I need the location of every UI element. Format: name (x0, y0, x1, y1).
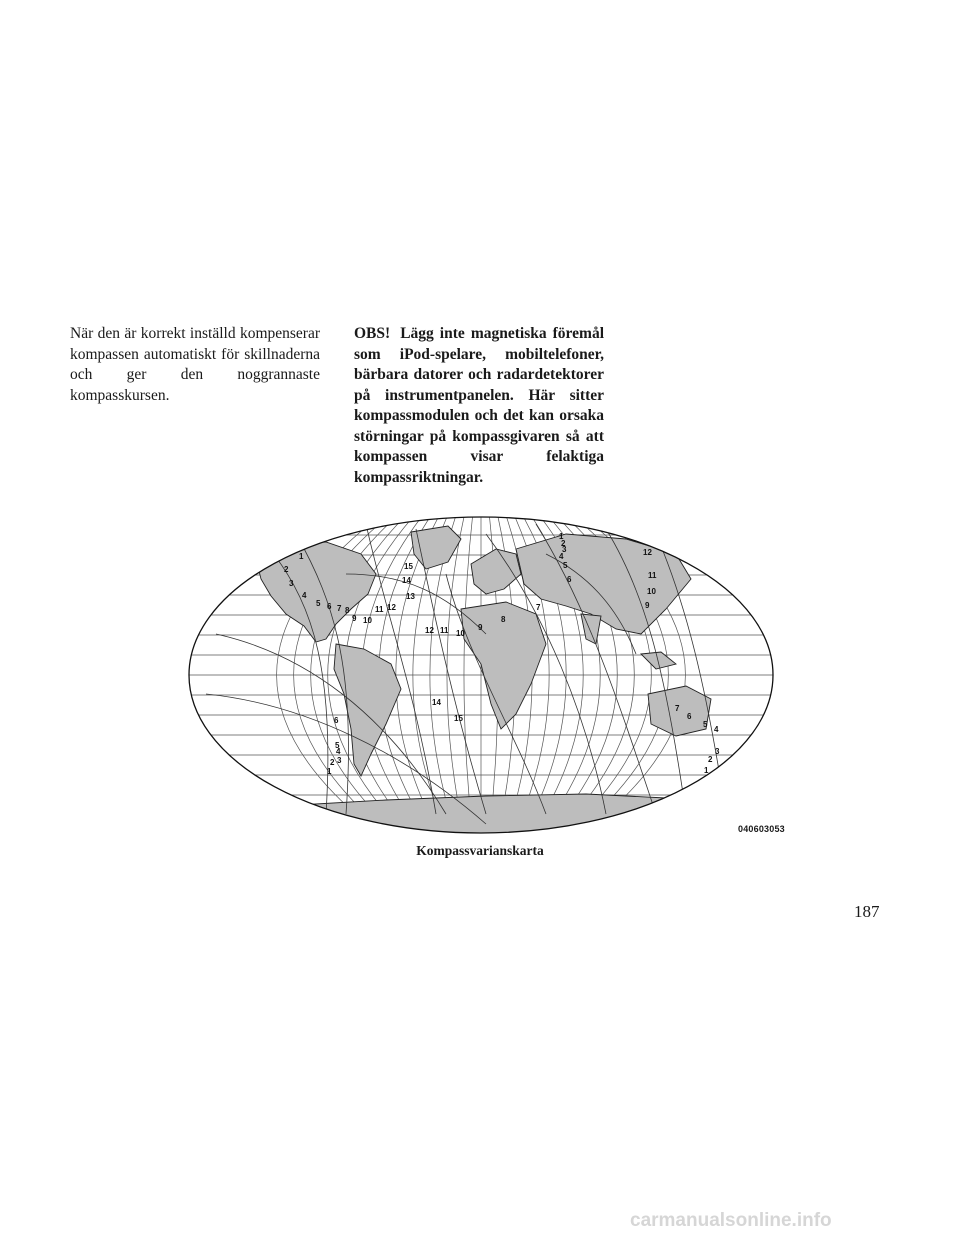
zone-label: 15 (404, 562, 413, 571)
intro-paragraph: När den är korrekt inställd kompenserar kompassen automatiskt för skillnaderna och ger den noggrannaste kompasskursen. (70, 325, 320, 404)
zone-label: 8 (501, 615, 506, 624)
zone-label: 3 (562, 545, 567, 554)
zone-label: 11 (648, 571, 657, 580)
zone-label: 4 (714, 725, 719, 734)
zone-label: 4 (336, 747, 341, 756)
zone-label: 2 (284, 565, 289, 574)
page-number: 187 (854, 902, 880, 921)
map-body (186, 514, 776, 836)
compass-variance-map (186, 514, 776, 836)
zone-label: 9 (478, 623, 483, 632)
note-text: Lägg inte magnetiska föremål som iPod-spelare, mobiltelefoner, bärbara datorer och radardetektorer på instrumentpanelen. Här sitter kompassmodulen och det kan orsaka störningar på kompassgivaren så att kompassen visar felaktiga kompassriktningar. (354, 325, 604, 486)
world-map-svg (186, 514, 776, 836)
zone-label: 11 (375, 605, 384, 614)
zone-label: 14 (402, 576, 411, 585)
zone-label: 10 (647, 587, 656, 596)
zone-label: 2 (708, 755, 713, 764)
zone-label: 9 (352, 614, 357, 623)
zone-label: 1 (704, 766, 709, 775)
zone-label: 3 (715, 747, 720, 756)
note-label: OBS! (354, 325, 391, 342)
zone-label: 5 (703, 720, 708, 729)
zone-label: 7 (675, 704, 680, 713)
zone-label: 6 (567, 575, 572, 584)
zone-label: 5 (316, 599, 321, 608)
zone-label: 3 (337, 756, 342, 765)
zone-label: 2 (561, 539, 566, 548)
zone-label: 7 (337, 604, 342, 613)
zone-label: 12 (387, 603, 396, 612)
zone-label: 1 (327, 767, 332, 776)
zone-label: 1 (559, 532, 564, 541)
zone-label: 10 (363, 616, 372, 625)
zone-label: 14 (432, 698, 441, 707)
zone-label: 11 (440, 626, 449, 635)
note-block (354, 324, 604, 488)
zone-label: 10 (456, 629, 465, 638)
zone-label: 9 (645, 601, 650, 610)
figure-code: 040603053 (738, 824, 785, 834)
zone-label: 5 (563, 561, 568, 570)
zone-label: 13 (406, 592, 415, 601)
zone-label: 12 (643, 548, 652, 557)
zone-label: 12 (425, 626, 434, 635)
zone-label: 15 (454, 714, 463, 723)
zone-label: 3 (289, 579, 294, 588)
watermark: carmanualsonline.info (630, 1210, 832, 1231)
zone-label: 4 (302, 591, 307, 600)
zone-label: 1 (299, 552, 304, 561)
zone-label: 8 (345, 606, 350, 615)
zone-label: 4 (559, 552, 564, 561)
zone-label: 6 (334, 716, 339, 725)
zone-label: 6 (327, 602, 332, 611)
zone-label: 2 (330, 758, 335, 767)
zone-label: 5 (335, 741, 340, 750)
figure-caption: Kompassvarianskarta (416, 843, 544, 858)
zone-label: 7 (536, 603, 541, 612)
zone-label: 6 (687, 712, 692, 721)
